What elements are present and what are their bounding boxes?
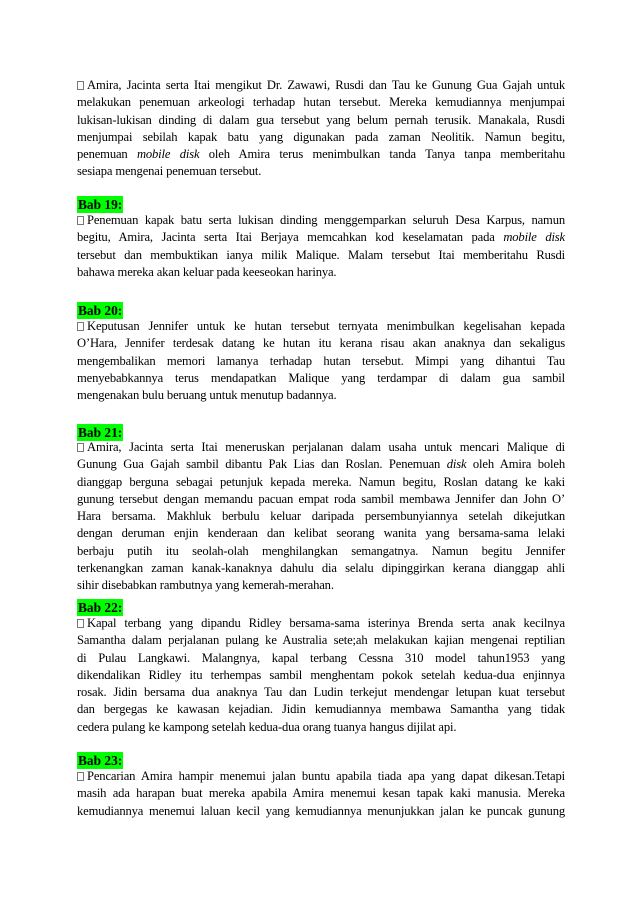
paragraph-line: sihir disebabkan rambutnya yang kemerah-merahan. [77, 578, 334, 593]
chapter-paragraph [77, 615, 565, 736]
chapter-heading: Bab 20: [78, 303, 123, 318]
paragraph-line: dianggap berguna sebagai petunjuk kepada mereka. Namun begitu, Roslan datang ke kaki [77, 474, 565, 489]
chapter-heading: Bab 21: [78, 425, 123, 440]
chapter-heading: Bab 22: [78, 600, 123, 615]
paragraph-line: Pencarian Amira hampir menemui jalan buntu apabila tiada apa yang dapat dikesan.Tetapi [77, 768, 565, 785]
paragraph-line: Keputusan Jennifer untuk ke hutan tersebut ternyata menimbulkan kegelisahan kepada [77, 318, 565, 335]
italic-term: disk [446, 457, 467, 472]
paragraph-line: penemuan mobile disk oleh Amira terus menimbulkan tanda Tanya tanpa memberitahu [77, 147, 566, 162]
paragraph-line: melakukan penemuan arkeologi terhadap hutan tersebut. Mereka kemudiannya menjumpai [77, 95, 565, 110]
paragraph-line: rosak. Jidin bersama dua anaknya Tau dan Ludin terkejut mendengar letupan kuat tersebut [77, 685, 565, 700]
chapter-paragraph [77, 212, 565, 281]
paragraph-line: cedera pulang ke kampong setelah kedua-dua orang tuanya hangus dijilat api. [77, 719, 457, 734]
paragraph-line: Gunung Gua Gajah sambil dibantu Pak Lias dan Roslan. Penemuan disk oleh Amira boleh [77, 457, 565, 472]
paragraph-line: dikendalikan Ridley itu terhempas sambil menghentam pokok setelah kedua-dua enjinnya [77, 667, 565, 682]
bullet-glyph-icon [77, 443, 84, 452]
paragraph-line: Samantha dalam perjalanan pulang ke Australia sete;ah melakukan kajian mengenai reptilian [77, 633, 565, 648]
paragraph-line: gunung tersebut dengan memandu pacuan empat roda sambil membawa Jennifer dan John O’ [77, 491, 565, 506]
paragraph-line: bahawa mereka akan keluar pada keeseokan harinya. [77, 264, 337, 279]
chapter-heading: Bab 19: [78, 197, 123, 212]
paragraph-line: masih ada harapan buat mereka apabila Amira menemui kesan tapak kaki manusia. Mereka [77, 786, 565, 801]
bullet-glyph-icon [77, 619, 84, 628]
chapter-paragraph [77, 439, 565, 595]
paragraph-line: dan bergegas ke kawasan kejadian. Jidin kemudiannya membawa Samantha yang tidak [77, 702, 565, 717]
paragraph-line: Hara bersama. Makhluk berbulu keluar daripada persembunyiannya setelah dikejutkan [77, 509, 565, 524]
paragraph-line: di Pulau Langkawi. Malangnya, kapal terbang Cessna 310 model tahun1953 yang [77, 650, 565, 665]
intro-paragraph [77, 77, 565, 181]
paragraph-line: mengenakan bulu beruang untuk menutup badannya. [77, 388, 337, 403]
bullet-glyph-icon [77, 216, 84, 225]
paragraph-line: berbaju putih itu seolah-olah menghilangkan semangatnya. Namun begitu Jennifer [77, 543, 565, 558]
bullet-glyph-icon [77, 772, 84, 781]
bullet-glyph-icon [77, 81, 84, 90]
chapter-paragraph [77, 318, 565, 404]
paragraph-line: menyebabkannya terus mendapatkan Malique yang terdampar di dalam gua sambil [77, 370, 565, 385]
italic-term: mobile disk [503, 230, 566, 245]
paragraph-line: Kapal terbang yang dipandu Ridley bersama-sama isterinya Brenda serta anak kecilnya [77, 615, 565, 632]
paragraph-line: sesiapa mengenai penemuan tersebut. [77, 164, 262, 179]
chapter-paragraph [77, 768, 565, 820]
paragraph-line: kemudiannya menemui laluan kecil yang kemudiannya menunjukkan jalan ke puncak gunung [77, 803, 565, 818]
paragraph-line: dengan deruman enjin kenderaan dan kelibat seorang wanita yang bersama-sama lelaki [77, 526, 565, 541]
paragraph-line: Amira, Jacinta serta Itai mengikut Dr. Zawawi, Rusdi dan Tau ke Gunung Gua Gajah untuk [77, 77, 565, 94]
paragraph-line: terkenangkan zaman kanak-kanaknya dahulu dia selalu dipinggirkan kerana dianggap ahli [77, 561, 565, 576]
paragraph-line: Amira, Jacinta serta Itai meneruskan perjalanan dalam usaha untuk mencari Malique di [77, 439, 565, 456]
paragraph-line: lukisan-lukisan dinding di dalam gua tersebut yang belum pernah terusik. Manakala, Rusdi [77, 112, 565, 127]
italic-term: mobile disk [136, 147, 200, 162]
paragraph-line: menjumpai sebilah kapak batu yang digunakan pada zaman Neolitik. Namun begitu, [77, 129, 565, 144]
bullet-glyph-icon [77, 322, 84, 331]
paragraph-line: O’Hara, Jennifer terdesak datang ke hutan itu kerana risau akan anaknya dan sekaligus [77, 336, 565, 351]
chapter-heading: Bab 23: [78, 753, 123, 768]
paragraph-line: mengembalikan memori lamanya terhadap hutan tersebut. Mimpi yang dihantui Tau [77, 353, 565, 368]
paragraph-line: Penemuan kapak batu serta lukisan dinding menggemparkan seluruh Desa Karpus, namun [77, 212, 565, 229]
paragraph-line: tersebut dan membuktikan ianya milik Malique. Malam tersebut Itai memberitahu Rusdi [77, 247, 565, 262]
paragraph-line: begitu, Amira, Jacinta serta Itai Berjaya memcahkan kod keselamatan pada mobile disk [77, 230, 566, 245]
